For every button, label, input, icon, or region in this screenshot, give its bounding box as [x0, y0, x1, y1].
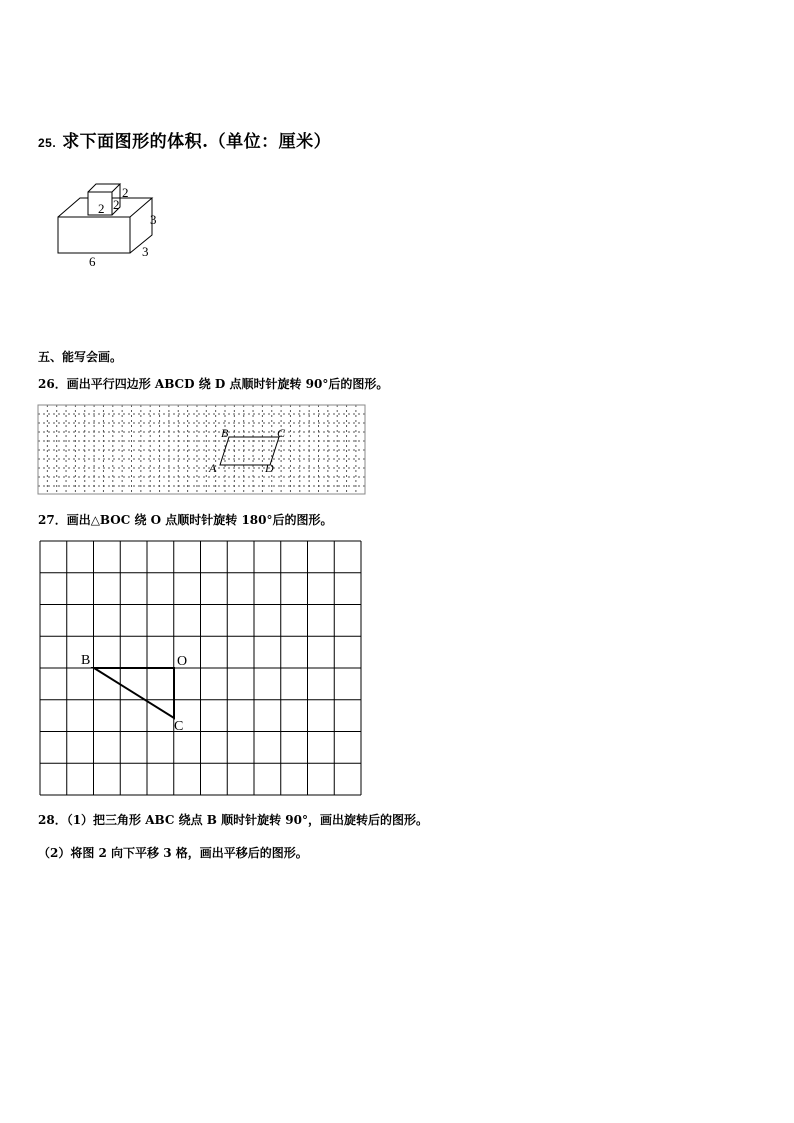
large-cuboid-front: [58, 217, 130, 253]
question-25: [38, 127, 331, 152]
dotted-grid-q26: [37, 403, 367, 497]
small-cube-top: [88, 184, 120, 192]
square-grid-q27: [39, 540, 363, 798]
question-26-text: 26．画出平行四边形 ABCD 绕 D 点顺时针旋转 90°后的图形。: [38, 377, 389, 391]
question-28-part1: 28．（1）把三角形 ABC 绕点 B 顺时针旋转 90°，画出旋转后的图形。: [38, 813, 429, 827]
question-28-part2: （2）将图 2 向下平移 3 格，画出平移后的图形。: [38, 846, 308, 860]
point-label-c-q27: C: [174, 719, 184, 734]
point-label-b-q27: B: [81, 653, 91, 668]
label-small-top: 2: [122, 185, 129, 200]
point-label-a: A: [209, 461, 217, 475]
grid-border: [38, 405, 365, 494]
question-25-number: 25.: [38, 136, 57, 150]
question-25-text: 求下面图形的体积.（单位：厘米）: [62, 132, 332, 152]
cuboid-figure: [50, 180, 170, 270]
label-small-side: 2: [113, 197, 120, 212]
label-large-length: 6: [89, 254, 96, 269]
label-large-depth: 3: [142, 244, 149, 259]
point-label-d: D: [265, 461, 274, 475]
label-small-front: 2: [98, 201, 105, 216]
label-large-height: 3: [150, 212, 157, 227]
question-27-text: 27．画出△BOC 绕 O 点顺时针旋转 180°后的图形。: [38, 513, 333, 527]
triangle-boc: [94, 668, 174, 718]
point-label-c: C: [277, 426, 286, 440]
point-label-o-q27: O: [177, 654, 188, 669]
point-label-b: B: [221, 426, 229, 440]
large-cuboid-side: [130, 198, 152, 253]
section-5-heading: 五、能写会画。: [38, 350, 123, 364]
